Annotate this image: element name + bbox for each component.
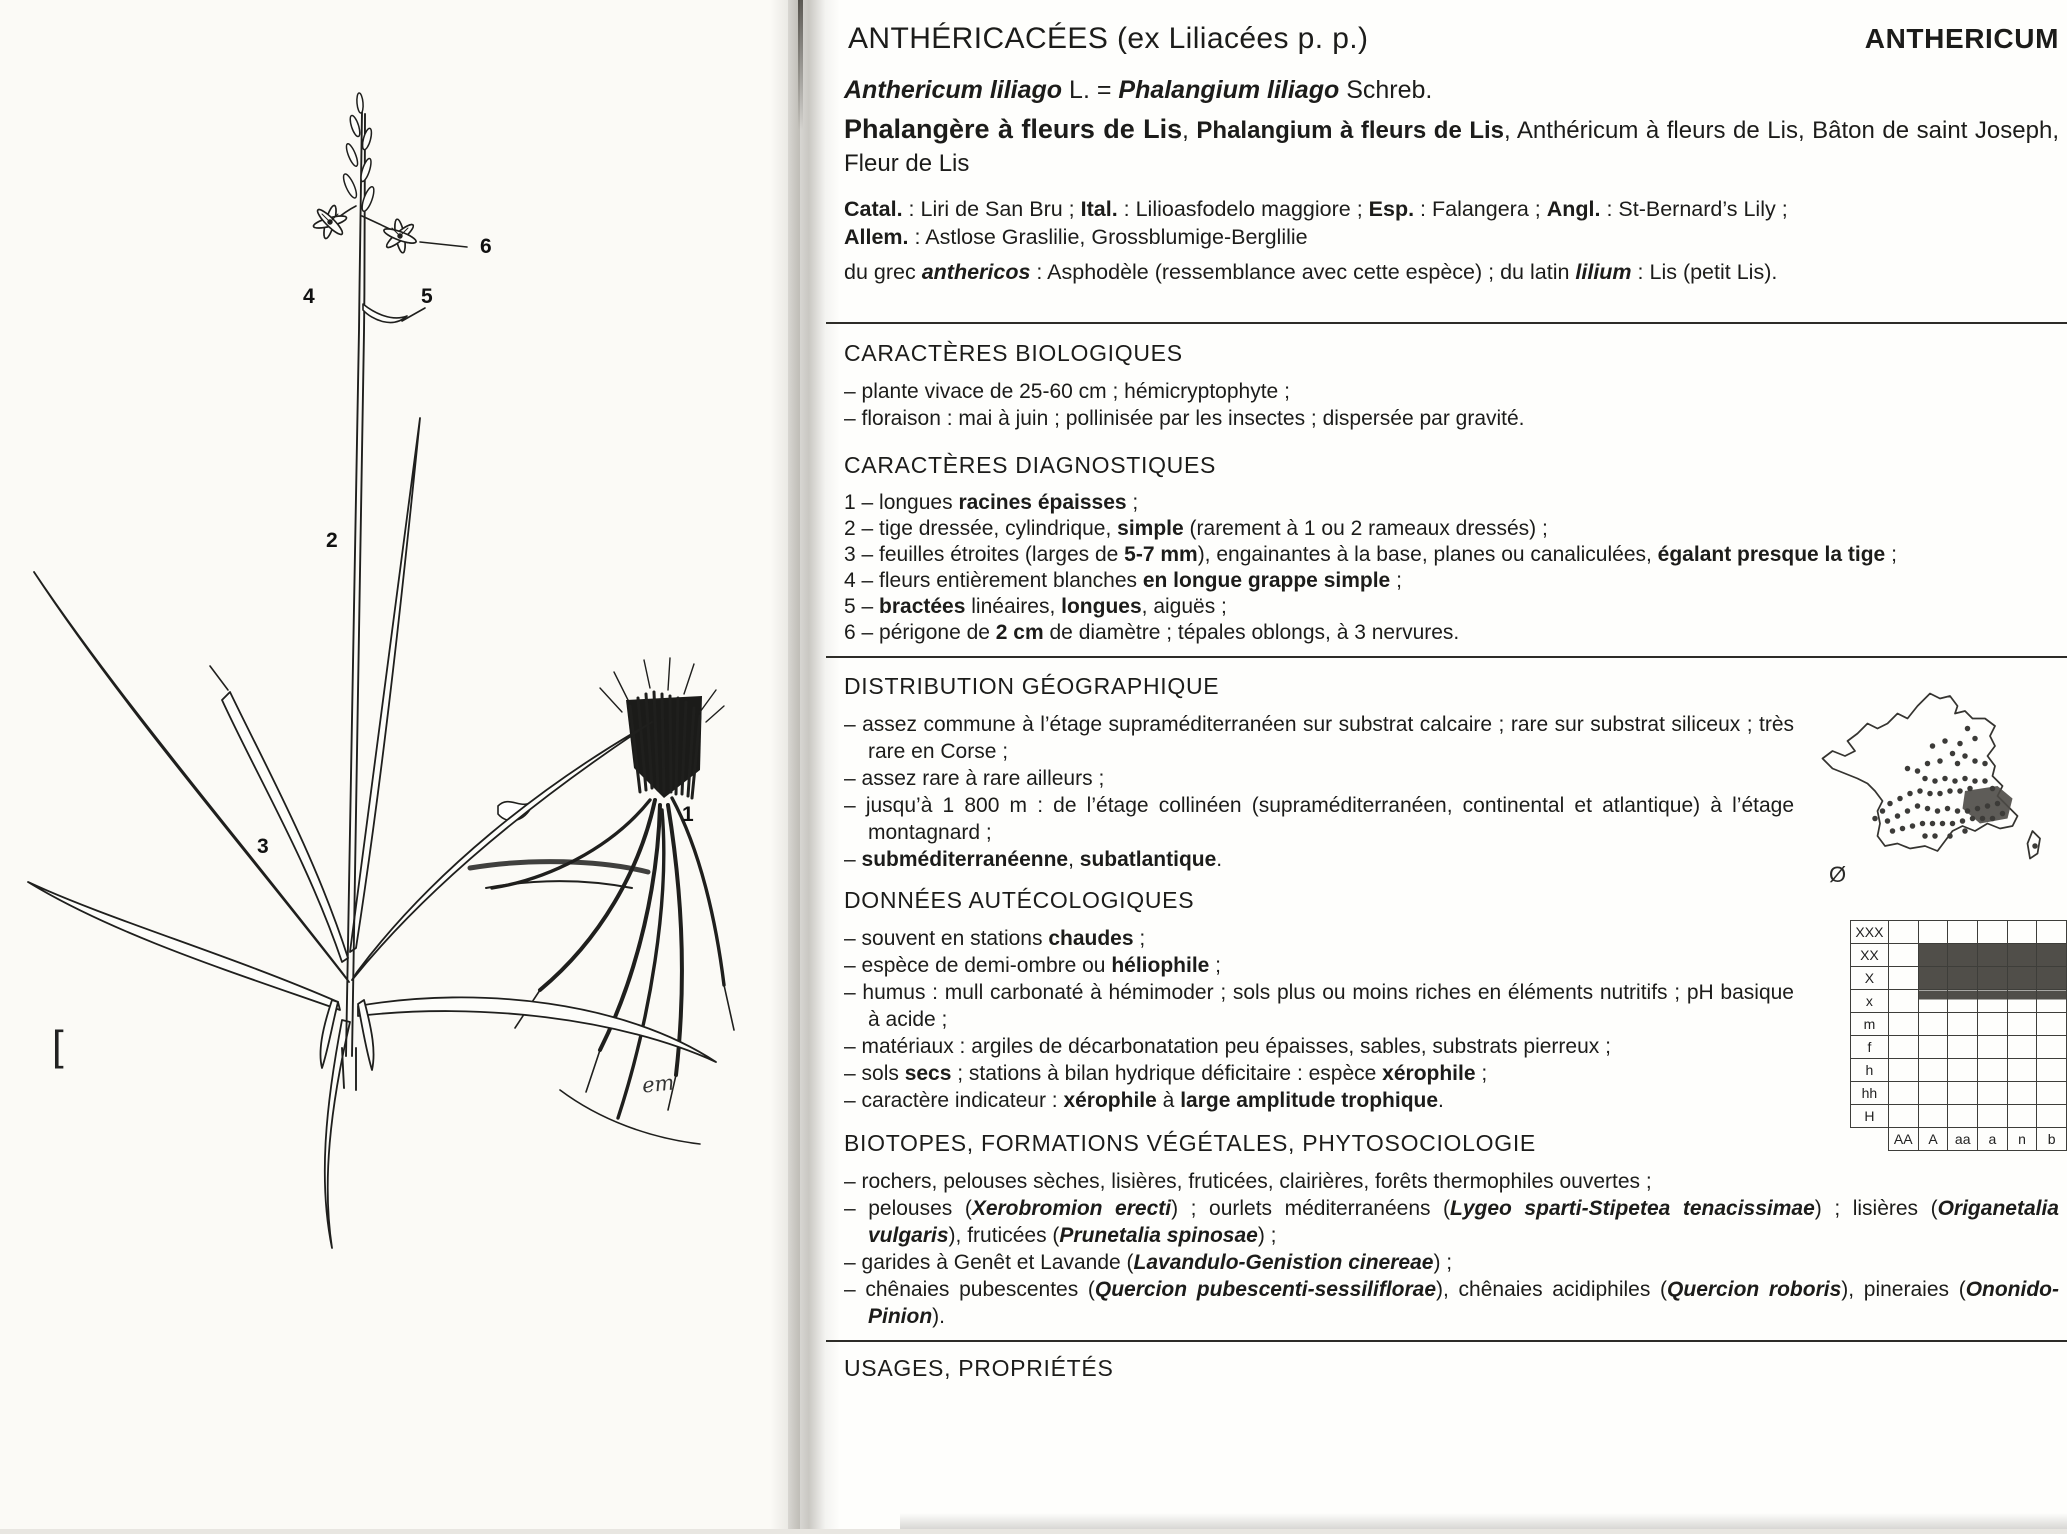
grid-cell-h-aa — [1948, 1059, 1978, 1082]
grid-cell-f-AA — [1888, 1036, 1918, 1059]
grid-cell-f-aa — [1948, 1036, 1978, 1059]
grid-cell-x-aa — [1948, 990, 1978, 1013]
family-name: ANTHÉRICACÉES (ex Liliacées p. p.) — [848, 22, 1369, 55]
grid-cell-XXX-b — [2037, 921, 2067, 944]
grid-row-label-XXX: XXX — [1851, 921, 1889, 944]
figure-callout-2: 2 — [326, 529, 338, 552]
section-title: CARACTÈRES DIAGNOSTIQUES — [844, 452, 1217, 478]
grid-row-label-X: X — [1851, 967, 1889, 990]
ecology-grid-table — [1850, 920, 2067, 1151]
grid-cell-h-b — [2037, 1059, 2067, 1082]
grid-cell-h-A — [1918, 1059, 1948, 1082]
grid-cell-XXX-A — [1918, 921, 1948, 944]
bio-line: – plante vivace de 25-60 cm ; hémicryptophyte ; — [844, 380, 1290, 403]
france-map — [1815, 686, 2065, 886]
grid-cell-XX-AA — [1888, 944, 1918, 967]
section-usages-title: USAGES, PROPRIÉTÉS — [844, 1355, 1114, 1381]
biotope-line: – pelouses (Xerobromion erecti) ; ourlets méditerranéens (Lygeo sparti-Stipetea tenacissimae) ; lisières (Origanetalia vulgaris), fruticées (Prunetalia spinosae) ; — [844, 1197, 2059, 1247]
corsica-absence-symbol: Ø — [1829, 862, 1847, 887]
grid-cell-H-n — [2007, 1105, 2037, 1128]
distribution-map — [1815, 686, 2065, 914]
grid-cell-hh-A — [1918, 1082, 1948, 1105]
section-title: DONNÉES AUTÉCOLOGIQUES — [844, 887, 1195, 913]
autecology-line: – humus : mull carbonaté à hémimoder ; sols plus ou moins riches en éléments nutritifs ; pH basique à acide ; — [844, 981, 1794, 1031]
grid-row-label-hh: hh — [1851, 1082, 1889, 1105]
section-divider — [826, 322, 2067, 324]
grid-cell-x-A — [1918, 990, 1948, 1013]
grid-cell-H-A — [1918, 1105, 1948, 1128]
vernacular-names: Phalangère à fleurs de Lis, Phalangium à fleurs de Lis, Anthéricum à fleurs de Lis, Bâton de saint Joseph, Fleur de Lis — [844, 114, 2059, 177]
grid-cell-X-b — [2037, 967, 2067, 990]
foreign-name-line: Catal. : Liri de San Bru ; Ital. : Lilioasfodelo maggiore ; Esp. : Falangera ; Angl. : St-Bernard’s Lily ; — [844, 197, 1788, 221]
distribution-line: – assez commune à l’étage supraméditerranéen sur substrat calcaire ; rare sur substrat siliceux ; très rare en Corse ; — [844, 713, 1794, 763]
grid-cell-m-AA — [1888, 1013, 1918, 1036]
diagnostic-item: 3 – feuilles étroites (larges de 5-7 mm), engainantes à la base, planes ou canaliculées, égalant presque la tige ; — [844, 543, 1897, 566]
distribution-line: – subméditerranéenne, subatlantique. — [844, 848, 1223, 871]
grid-cell-H-a — [1978, 1105, 2008, 1128]
figure-callout-3: 3 — [257, 835, 269, 858]
page-header — [844, 22, 2059, 56]
distribution-line: – jusqu’à 1 800 m : de l’étage collinéen (supraméditerranéen, continental et atlantique) à l’étage montagnard ; — [844, 794, 1794, 844]
grid-cell-XXX-AA — [1888, 921, 1918, 944]
left-page — [0, 0, 800, 1529]
grid-col-label-b: b — [2037, 1128, 2067, 1151]
grid-cell-X-a — [1978, 967, 2008, 990]
grid-cell-m-n — [2007, 1013, 2037, 1036]
grid-cell-h-n — [2007, 1059, 2037, 1082]
grid-cell-h-AA — [1888, 1059, 1918, 1082]
grid-cell-XX-a — [1978, 944, 2008, 967]
section-title: DISTRIBUTION GÉOGRAPHIQUE — [844, 673, 1220, 699]
figure-callout-4: 4 — [303, 285, 315, 308]
grid-cell-XX-n — [2007, 944, 2037, 967]
grid-cell-XXX-n — [2007, 921, 2037, 944]
autecology-line: – sols secs ; stations à bilan hydrique déficitaire : espèce xérophile ; — [844, 1062, 1488, 1085]
grid-col-label-A: A — [1918, 1128, 1948, 1151]
diagnostic-item: 1 – longues racines épaisses ; — [844, 491, 1139, 514]
grid-row-label-H: H — [1851, 1105, 1889, 1128]
grid-col-label-aa: aa — [1948, 1128, 1978, 1151]
grid-cell-XX-A — [1918, 944, 1948, 967]
grid-cell-X-A — [1918, 967, 1948, 990]
grid-cell-x-b — [2037, 990, 2067, 1013]
grid-col-label-n: n — [2007, 1128, 2037, 1151]
grid-cell-X-AA — [1888, 967, 1918, 990]
grid-corner — [1851, 1128, 1889, 1151]
grid-cell-x-AA — [1888, 990, 1918, 1013]
foreign-names — [844, 196, 2059, 251]
autecology-line: – matériaux : argiles de décarbonatation peu épaisses, sables, substrats pierreux ; — [844, 1035, 1611, 1058]
grid-cell-m-A — [1918, 1013, 1948, 1036]
diagnostic-item: 2 – tige dressée, cylindrique, simple (rarement à 1 ou 2 rameaux dressés) ; — [844, 517, 1548, 540]
grid-cell-H-b — [2037, 1105, 2067, 1128]
diagnostic-item: 6 – périgone de 2 cm de diamètre ; tépales oblongs, à 3 nervures. — [844, 621, 1460, 644]
grid-cell-m-b — [2037, 1013, 2067, 1036]
figure-callout-1: 1 — [682, 803, 694, 826]
diagnostic-item: 5 – bractées linéaires, longues, aiguës ; — [844, 595, 1227, 618]
section-biotopes — [844, 1130, 2059, 1330]
grid-cell-XX-aa — [1948, 944, 1978, 967]
section-caracteres-biologiques — [844, 340, 2059, 432]
grid-row-label-x: x — [1851, 990, 1889, 1013]
grid-cell-f-b — [2037, 1036, 2067, 1059]
section-divider — [826, 656, 2067, 658]
diagnostic-item: 4 – fleurs entièrement blanches en longue grappe simple ; — [844, 569, 1402, 592]
grid-row-label-m: m — [1851, 1013, 1889, 1036]
grid-cell-XXX-a — [1978, 921, 2008, 944]
grid-col-label-a: a — [1978, 1128, 2008, 1151]
grid-cell-x-n — [2007, 990, 2037, 1013]
grid-cell-H-AA — [1888, 1105, 1918, 1128]
species-title: Anthericum liliago L. = Phalangium liliago Schreb. — [844, 76, 1433, 104]
grid-cell-f-a — [1978, 1036, 2008, 1059]
biotope-line: – rochers, pelouses sèches, lisières, fruticées, clairières, forêts thermophiles ouvertes ; — [844, 1170, 1652, 1193]
grid-cell-m-aa — [1948, 1013, 1978, 1036]
biotope-line: – chênaies pubescentes (Quercion pubescenti-sessiliflorae), chênaies acidiphiles (Quercion roboris), pineraies (Ononido-Pinion). — [844, 1278, 2059, 1328]
etymology: du grec anthericos : Asphodèle (ressemblance avec cette espèce) ; du latin lilium : Lis (petit Lis). — [844, 260, 1778, 284]
botanical-illustration — [0, 0, 800, 1529]
grid-cell-hh-AA — [1888, 1082, 1918, 1105]
grid-cell-hh-n — [2007, 1082, 2037, 1105]
genus-name: ANTHERICUM — [1864, 23, 2059, 54]
grid-cell-X-aa — [1948, 967, 1978, 990]
right-page — [800, 0, 2067, 1529]
grid-cell-f-n — [2007, 1036, 2037, 1059]
grid-cell-hh-a — [1978, 1082, 2008, 1105]
grid-cell-H-aa — [1948, 1105, 1978, 1128]
distribution-line: – assez rare à rare ailleurs ; — [844, 767, 1105, 790]
section-divider — [826, 1340, 2067, 1342]
grid-cell-f-A — [1918, 1036, 1948, 1059]
grid-cell-X-n — [2007, 967, 2037, 990]
section-title: BIOTOPES, FORMATIONS VÉGÉTALES, PHYTOSOCIOLOGIE — [844, 1130, 1536, 1156]
illustrator-signature: em — [640, 1070, 676, 1098]
biotope-line: – garides à Genêt et Lavande (Lavandulo-Genistion cinereae) ; — [844, 1251, 1453, 1274]
grid-cell-x-a — [1978, 990, 2008, 1013]
grid-row-label-XX: XX — [1851, 944, 1889, 967]
grid-cell-hh-b — [2037, 1082, 2067, 1105]
foreign-name-line: Allem. : Astlose Graslilie, Grossblumige-Berglilie — [844, 224, 1308, 249]
grid-cell-hh-aa — [1948, 1082, 1978, 1105]
figure-callout-5: 5 — [421, 285, 433, 308]
section-title: CARACTÈRES BIOLOGIQUES — [844, 340, 1183, 366]
grid-cell-h-a — [1978, 1059, 2008, 1082]
figure-callout-6: 6 — [480, 235, 492, 258]
grid-cell-m-a — [1978, 1013, 2008, 1036]
bio-line: – floraison : mai à juin ; pollinisée par les insectes ; dispersée par gravité. — [844, 407, 1525, 430]
crop-mark: [ — [52, 1022, 64, 1069]
grid-cell-XX-b — [2037, 944, 2067, 967]
autecology-line: – souvent en stations chaudes ; — [844, 927, 1146, 950]
section-caracteres-diagnostiques — [844, 452, 2059, 646]
grid-row-label-h: h — [1851, 1059, 1889, 1082]
autecology-line: – espèce de demi-ombre ou héliophile ; — [844, 954, 1222, 977]
grid-row-label-f: f — [1851, 1036, 1889, 1059]
autecology-line: – caractère indicateur : xérophile à large amplitude trophique. — [844, 1089, 1444, 1112]
grid-cell-XXX-aa — [1948, 921, 1978, 944]
grid-col-label-AA: AA — [1888, 1128, 1918, 1151]
